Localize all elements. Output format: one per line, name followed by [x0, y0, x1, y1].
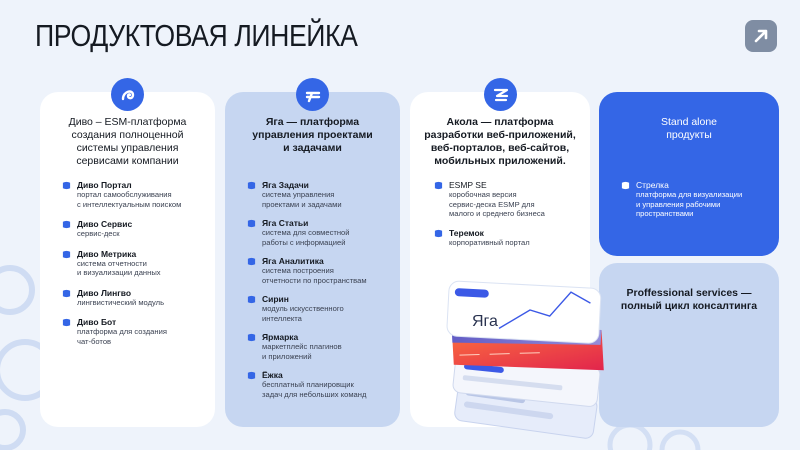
akola-bullet-icon	[434, 181, 443, 190]
yaga-logo-icon	[296, 78, 329, 111]
list-item: Диво Лингво лингвистический модуль	[62, 288, 209, 308]
akola-logo-icon	[484, 78, 517, 111]
list-item: Диво Бот платформа для создания чат-ботов	[62, 317, 209, 346]
yaga-bullet-icon	[247, 371, 256, 380]
card-services-header: Proffessional services — полный цикл консалтинга	[620, 287, 758, 312]
akola-bullet-icon	[434, 229, 443, 238]
yaga-bullet-icon	[247, 181, 256, 190]
card-akola-header: Акола — платформа разработки веб-приложений, веб-порталов, веб-сайтов, мобильных приложений.	[424, 116, 576, 167]
divo-bullet-icon	[62, 289, 71, 298]
divo-logo-icon	[111, 78, 144, 111]
card-standalone-header: Stand alone продукты	[660, 116, 718, 141]
divo-bullet-icon	[62, 250, 71, 259]
divo-bullet-icon	[62, 318, 71, 327]
list-item: Диво Портал портал самообслуживания с интеллектуальным поиском	[62, 180, 209, 209]
list-item: Стрелка платформа для визуализации и управления рабочими пространствами	[621, 180, 773, 219]
card-professional-services	[599, 263, 779, 427]
yaga-bullet-icon	[247, 219, 256, 228]
divo-bullet-icon	[62, 181, 71, 190]
strelka-bullet-icon	[621, 181, 630, 190]
card-standalone	[599, 92, 779, 256]
list-item: Яга Задачи система управления проектами и задачами	[247, 180, 394, 209]
company-logo	[745, 20, 777, 52]
list-item: Диво Метрика система отчетности и визуализации данных	[62, 249, 209, 278]
list-item: ESMP SE коробочная версия сервис-деска ESMP для малого и среднего бизнеса	[434, 180, 584, 219]
list-item: Ёжка бесплатный планировщик задач для небольших команд	[247, 370, 394, 399]
slide-title: ПРОДУКТОВАЯ ЛИНЕЙКА	[35, 18, 358, 53]
card-yaga-header: Яга — платформа управления проектами и задачами	[252, 116, 373, 154]
card-divo	[40, 92, 215, 427]
arrow-up-right-icon	[752, 27, 770, 45]
mockup-app-label: Яга	[472, 313, 498, 330]
list-item: Диво Сервис сервис-деск	[62, 219, 209, 239]
list-item: Яга Статьи система для совместной работы с информацией	[247, 218, 394, 247]
card-yaga	[225, 92, 400, 427]
list-item: Ярмарка маркетплейс плагинов и приложений	[247, 332, 394, 361]
yaga-bullet-icon	[247, 333, 256, 342]
card-divo-header: Диво – ESM-платформа создания полноценной системы управления сервисами компании	[68, 116, 187, 167]
list-item: Теремок корпоративный портал	[434, 228, 584, 248]
yaga-bullet-icon	[247, 257, 256, 266]
list-item: Яга Аналитика система построения отчетности по пространствам	[247, 256, 394, 285]
yaga-bullet-icon	[247, 295, 256, 304]
list-item: Сирин модуль искусственного интеллекта	[247, 294, 394, 323]
product-mockup-illustration	[440, 270, 610, 440]
divo-bullet-icon	[62, 220, 71, 229]
